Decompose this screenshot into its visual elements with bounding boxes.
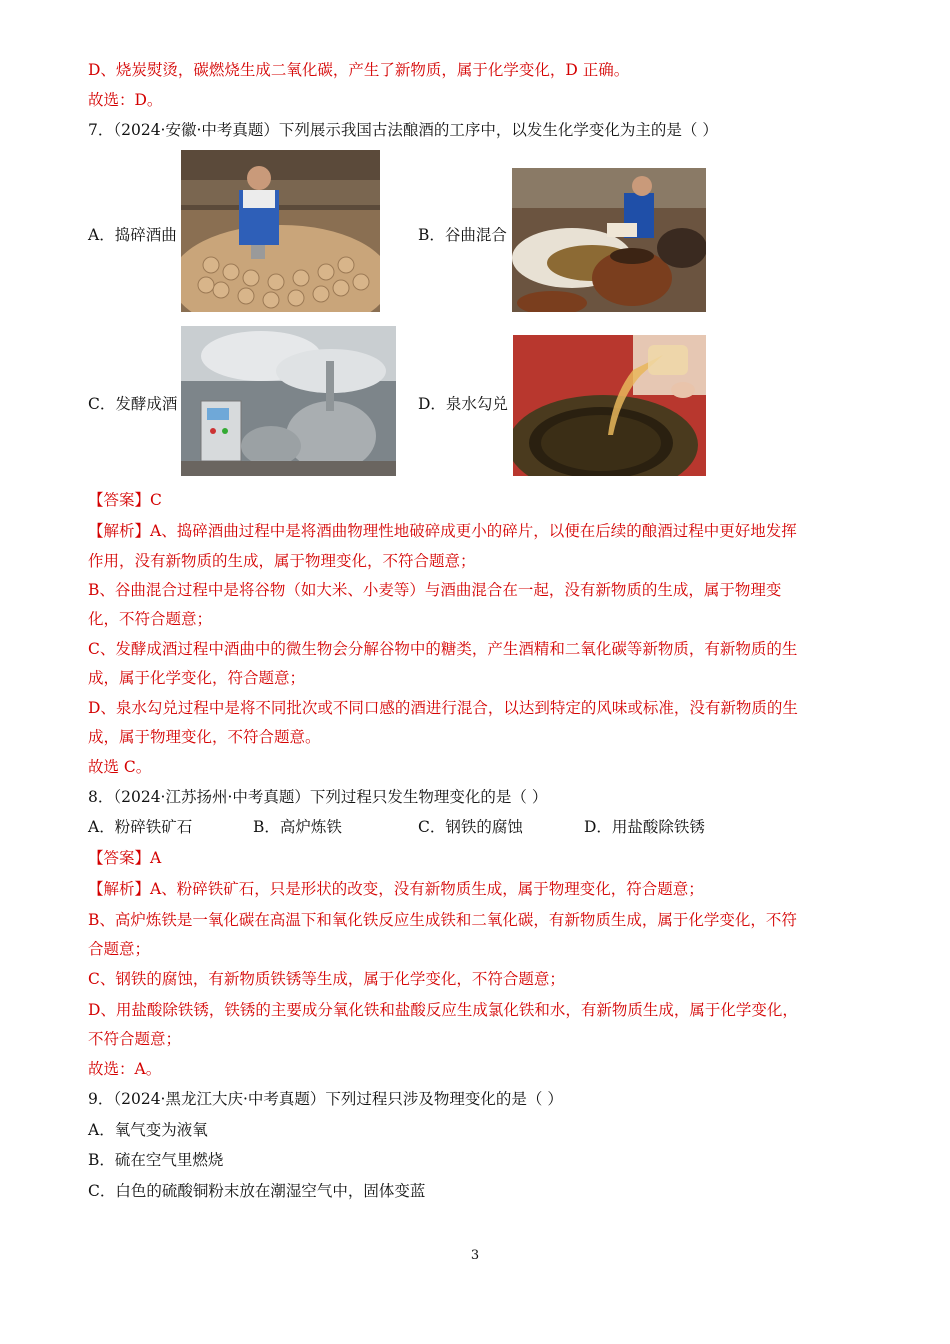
q8-option-c: C．钢铁的腐蚀 — [418, 818, 523, 836]
page-number: 3 — [470, 1248, 480, 1263]
q8-analysis-3: 合题意； — [88, 940, 151, 958]
q8-analysis-4: C、钢铁的腐蚀，有新物质铁锈等生成，属于化学变化，不符合题意； — [88, 970, 565, 988]
q7-analysis-2: 作用，没有新物质的生成，属于物理变化，不符合题意； — [88, 552, 476, 570]
q7-analysis-5: C、发酵成酒过程中酒曲中的微生物会分解谷物中的糖类，产生酒精和二氧化碳等新物质，有新物质的生 — [88, 640, 798, 658]
analysis-line: D、烧炭熨烫，碳燃烧生成二氧化碳，产生了新物质，属于化学变化，D 正确。 — [88, 61, 630, 79]
question-9-stem: 9．（2024·黑龙江大庆·中考真题）下列过程只涉及物理变化的是（ ） — [88, 1090, 563, 1108]
q7-option-b-label: B．谷曲混合 — [418, 226, 507, 244]
q9-option-b: B．硫在空气里燃烧 — [88, 1151, 224, 1169]
question-8-stem: 8．（2024·江苏扬州·中考真题）下列过程只发生物理变化的是（ ） — [88, 788, 548, 806]
conclusion-line: 故选：D。 — [88, 91, 163, 109]
q9-option-a: A．氧气变为液氧 — [88, 1121, 208, 1139]
q7-option-a-label: A．捣碎酒曲 — [88, 226, 177, 244]
q7-option-b-photo — [512, 168, 706, 312]
q7-option-a-photo — [181, 150, 380, 312]
q7-answer: 【答案】C — [88, 491, 162, 509]
q7-analysis-4: 化，不符合题意； — [88, 610, 213, 628]
q7-analysis-3: B、谷曲混合过程中是将谷物（如大米、小麦等）与酒曲混合在一起，没有新物质的生成，属于物理变 — [88, 581, 782, 599]
q9-option-c: C．白色的硫酸铜粉末放在潮湿空气中，固体变蓝 — [88, 1182, 426, 1200]
q7-analysis-7: D、泉水勾兑过程中是将不同批次或不同口感的酒进行混合，以达到特定的风味或标准，没有新物质的生 — [88, 699, 798, 717]
q7-analysis-6: 成，属于化学变化，符合题意； — [88, 669, 306, 687]
q8-answer: 【答案】A — [88, 849, 162, 867]
q7-option-d-photo — [513, 335, 706, 476]
q7-option-d-label: D．泉水勾兑 — [418, 395, 508, 413]
q7-conclusion: 故选 C。 — [88, 758, 152, 776]
q8-analysis-1: 【解析】A、粉碎铁矿石，只是形状的改变，没有新物质生成，属于物理变化，符合题意； — [88, 880, 704, 898]
q7-analysis-8: 成，属于物理变化，不符合题意。 — [88, 728, 321, 746]
q8-analysis-5: D、用盐酸除铁锈，铁锈的主要成分氧化铁和盐酸反应生成氯化铁和水，有新物质生成，属于化学变化， — [88, 1001, 798, 1019]
q8-option-d: D．用盐酸除铁锈 — [584, 818, 705, 836]
q7-option-c-photo — [181, 326, 396, 476]
q7-analysis-1: 【解析】A、捣碎酒曲过程中是将酒曲物理性地破碎成更小的碎片，以便在后续的酿酒过程中更好地发挥 — [88, 522, 797, 540]
q8-analysis-6: 不符合题意； — [88, 1030, 182, 1048]
question-7-stem: 7．（2024·安徽·中考真题）下列展示我国古法酿酒的工序中，以发生化学变化为主的是（ ） — [88, 121, 718, 139]
q8-option-b: B．高炉炼铁 — [253, 818, 342, 836]
q8-analysis-2: B、高炉炼铁是一氧化碳在高温下和氧化铁反应生成铁和二氧化碳，有新物质生成，属于化学变化，不符 — [88, 911, 797, 929]
q8-option-a: A．粉碎铁矿石 — [88, 818, 193, 836]
q7-option-c-label: C．发酵成酒 — [88, 395, 178, 413]
q8-conclusion: 故选：A。 — [88, 1060, 162, 1078]
